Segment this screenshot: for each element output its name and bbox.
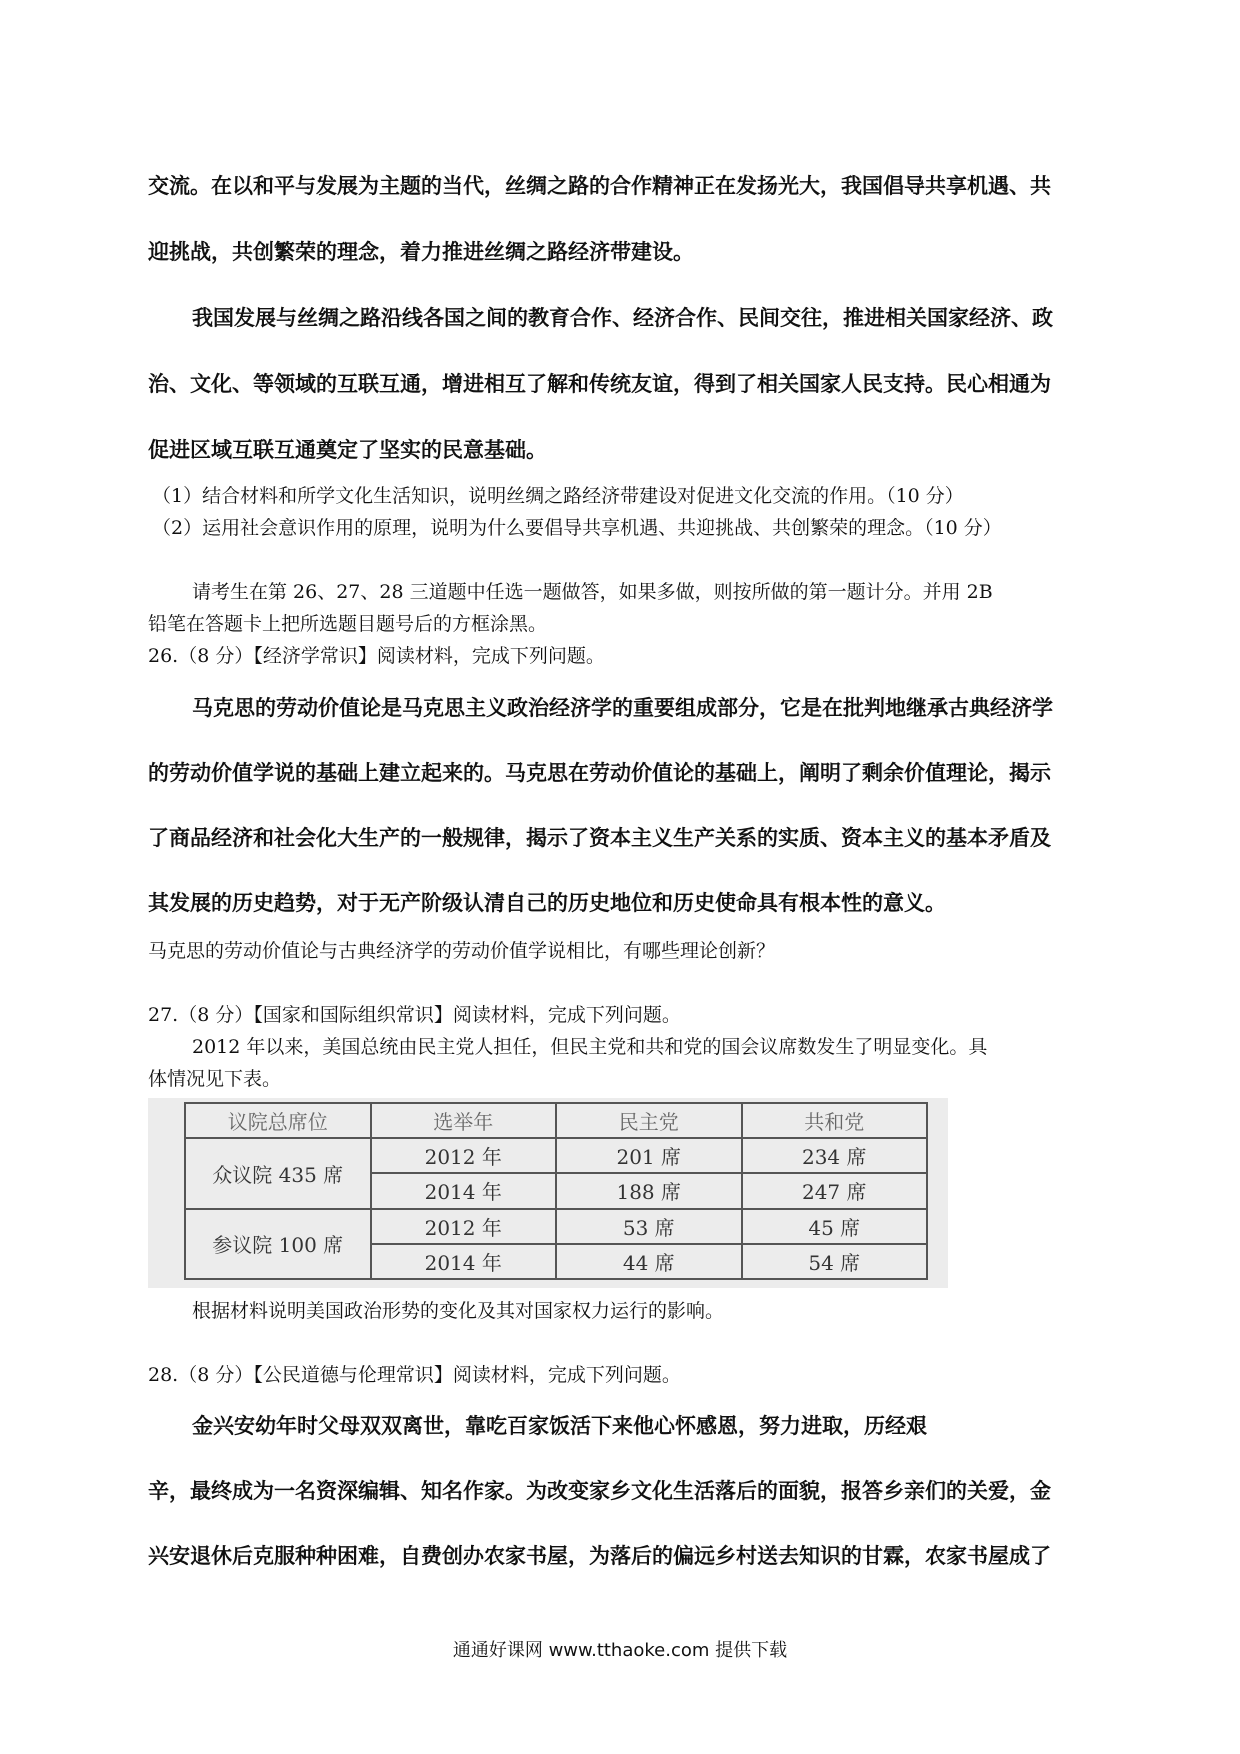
table-cell: 45 席 [742, 1209, 928, 1244]
table-cell: 2014 年 [371, 1244, 557, 1279]
choice-instruction-line: 请考生在第 26、27、28 三道题中任选一题做答，如果多做，则按所做的第一题计分。并用 2B [192, 581, 993, 603]
q28-material-line: 辛，最终成为一名资深编辑、知名作家。为改变家乡文化生活落后的面貌，报答乡亲们的关爱，金 [148, 1479, 1051, 1503]
q25-material-line: 促进区域互联互通奠定了坚实的民意基础。 [148, 438, 547, 462]
q27-material-line: 2012 年以来，美国总统由民主党人担任，但民主党和共和党的国会议席数发生了明显变化。具 [192, 1036, 988, 1058]
table-header-cell: 民主党 [556, 1103, 742, 1138]
congress-seats-table-image [148, 1098, 948, 1288]
q26-header: 26.（8 分）【经济学常识】阅读材料，完成下列问题。 [148, 645, 605, 667]
table-header-cell: 共和党 [742, 1103, 928, 1138]
q28-material-line: 兴安退休后克服种种困难，自费创办农家书屋，为落后的偏远乡村送去知识的甘霖，农家书屋成了 [148, 1544, 1051, 1568]
q25-material-line: 交流。在以和平与发展为主题的当代，丝绸之路的合作精神正在发扬光大，我国倡导共享机遇、共 [148, 174, 1051, 198]
q27-question: 根据材料说明美国政治形势的变化及其对国家权力运行的影响。 [192, 1300, 725, 1322]
congress-seats-table [184, 1102, 928, 1280]
table-cell: 2012 年 [371, 1209, 557, 1244]
house-seats-cell: 众议院 435 席 [185, 1138, 371, 1208]
table-row [185, 1209, 927, 1244]
q26-material-line: 其发展的历史趋势，对于无产阶级认清自己的历史地位和历史使命具有根本性的意义。 [148, 891, 946, 915]
table-cell: 2012 年 [371, 1138, 557, 1173]
q25-subquestion-2: （2）运用社会意识作用的原理，说明为什么要倡导共享机遇、共迎挑战、共创繁荣的理念。（10 分） [152, 517, 1002, 539]
q26-material-line: 马克思的劳动价值论是马克思主义政治经济学的重要组成部分，它是在批判地继承古典经济学 [192, 696, 1053, 720]
table-cell: 44 席 [556, 1244, 742, 1279]
q28-material-line: 金兴安幼年时父母双双离世，靠吃百家饭活下来他心怀感恩，努力进取，历经艰 [192, 1414, 927, 1438]
table-cell: 234 席 [742, 1138, 928, 1173]
q28-header: 28.（8 分）【公民道德与伦理常识】阅读材料，完成下列问题。 [148, 1364, 681, 1386]
table-cell: 53 席 [556, 1209, 742, 1244]
q26-material-line: 了商品经济和社会化大生产的一般规律，揭示了资本主义生产关系的实质、资本主义的基本矛盾及 [148, 826, 1051, 850]
choice-instruction-line: 铅笔在答题卡上把所选题目题号后的方框涂黑。 [148, 613, 548, 635]
table-header-cell: 选举年 [371, 1103, 557, 1138]
q26-question: 马克思的劳动价值论与古典经济学的劳动价值学说相比，有哪些理论创新？ [148, 940, 776, 962]
table-cell: 2014 年 [371, 1173, 557, 1208]
table-row [185, 1138, 927, 1173]
table-cell: 54 席 [742, 1244, 928, 1279]
q26-material-line: 的劳动价值学说的基础上建立起来的。马克思在劳动价值论的基础上，阐明了剩余价值理论，揭示 [148, 761, 1051, 785]
table-header-row [185, 1103, 927, 1138]
table-cell: 188 席 [556, 1173, 742, 1208]
senate-seats-cell: 参议院 100 席 [185, 1209, 371, 1279]
table-cell: 247 席 [742, 1173, 928, 1208]
table-header-cell: 议院总席位 [185, 1103, 371, 1138]
q25-material-line: 迎挑战，共创繁荣的理念，着力推进丝绸之路经济带建设。 [148, 240, 694, 264]
page-footer: 通通好课网 www.tthaoke.com 提供下载 [452, 1640, 788, 1661]
q27-material-line: 体情况见下表。 [148, 1068, 282, 1090]
q27-header: 27.（8 分）【国家和国际组织常识】阅读材料，完成下列问题。 [148, 1004, 681, 1026]
table-cell: 201 席 [556, 1138, 742, 1173]
q25-material-line: 治、文化、等领域的互联互通，增进相互了解和传统友谊，得到了相关国家人民支持。民心相通为 [148, 372, 1051, 396]
q25-subquestion-1: （1）结合材料和所学文化生活知识，说明丝绸之路经济带建设对促进文化交流的作用。（10 分） [152, 485, 964, 507]
q25-material-line: 我国发展与丝绸之路沿线各国之间的教育合作、经济合作、民间交往，推进相关国家经济、政 [192, 306, 1053, 330]
